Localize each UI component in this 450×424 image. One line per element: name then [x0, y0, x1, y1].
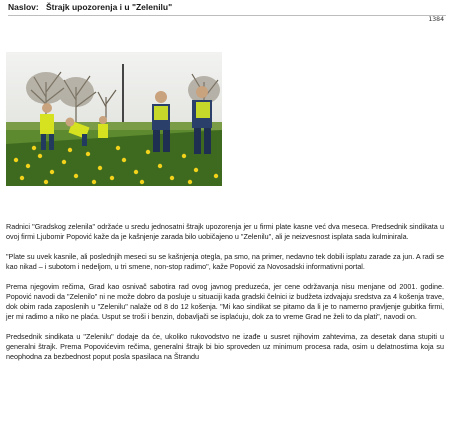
- headline-label: Naslov:: [8, 2, 39, 12]
- photo-workers-planting-flowers-icon: [6, 52, 222, 186]
- article-header: [8, 2, 446, 16]
- paragraph: Predsednik sindikata u "Zelenilu" dodaje da će, ukoliko rukovodstvo ne izađe u susret njihovim zahtevima, za desetak dana stupiti u generalni štrajk. Prema Popovićevim rečima, generalni štrajk bi bio sproveden uz minimum procesa rada, osim u delatnostima koja su neophodna za bezbednost poput posla spasilaca na Štrandu: [6, 332, 444, 361]
- paragraph: Radnici "Gradskog zelenila" održaće u sredu jednosatni štrajk upozorenja jer u firmi plate kasne već dva meseca. Predsednik sindikata u ovoj firmi Ljubomir Popović kaže da je kašnjenje zarada bilo uobičajeno u "Zelenilu", ali je neizvesnost isplata sada kulminirala.: [6, 222, 444, 241]
- headline-title: Štrajk upozorenja i u "Zelenilu": [46, 2, 173, 12]
- article-photo: [6, 52, 222, 186]
- paragraph: Prema njegovim rečima, Grad kao osnivač sabotira rad ovog javnog preduzeća, jer cene održavanja nisu menjane od 2001. godine. Popović navodi da "Zelenilo" ni ne može dobro da posluje u situaciji kada gradski čelnici iz budžeta izdvajaju sredstva za 4 košenja trave, dok obim rada zaposlenih u "Zelenilu" nalaže od 8 do 12 košenja. "Mi kao sindikat se pitamo da li je to namerno pravljenje gubitka firmi, jer mi radimo a niko ne plaća. Usput se troši i benzin, dobavljači se isplaćuju, dok za to vreme Grad ne želi to da plati", navodi on.: [6, 282, 444, 321]
- page-number: 1384: [428, 15, 444, 23]
- header-divider: [8, 15, 446, 16]
- article-body: [6, 222, 444, 372]
- paragraph: "Plate su uvek kasnile, ali poslednjih meseci su se kašnjenja otegla, pa smo, na primer, nedavno tek dobili isplatu zarade za jun. A radi se kao nikad – i subotom i nedeljom, u tri smene, non-stop radimo", kaže Popović za Novosadski informativni portal.: [6, 252, 444, 271]
